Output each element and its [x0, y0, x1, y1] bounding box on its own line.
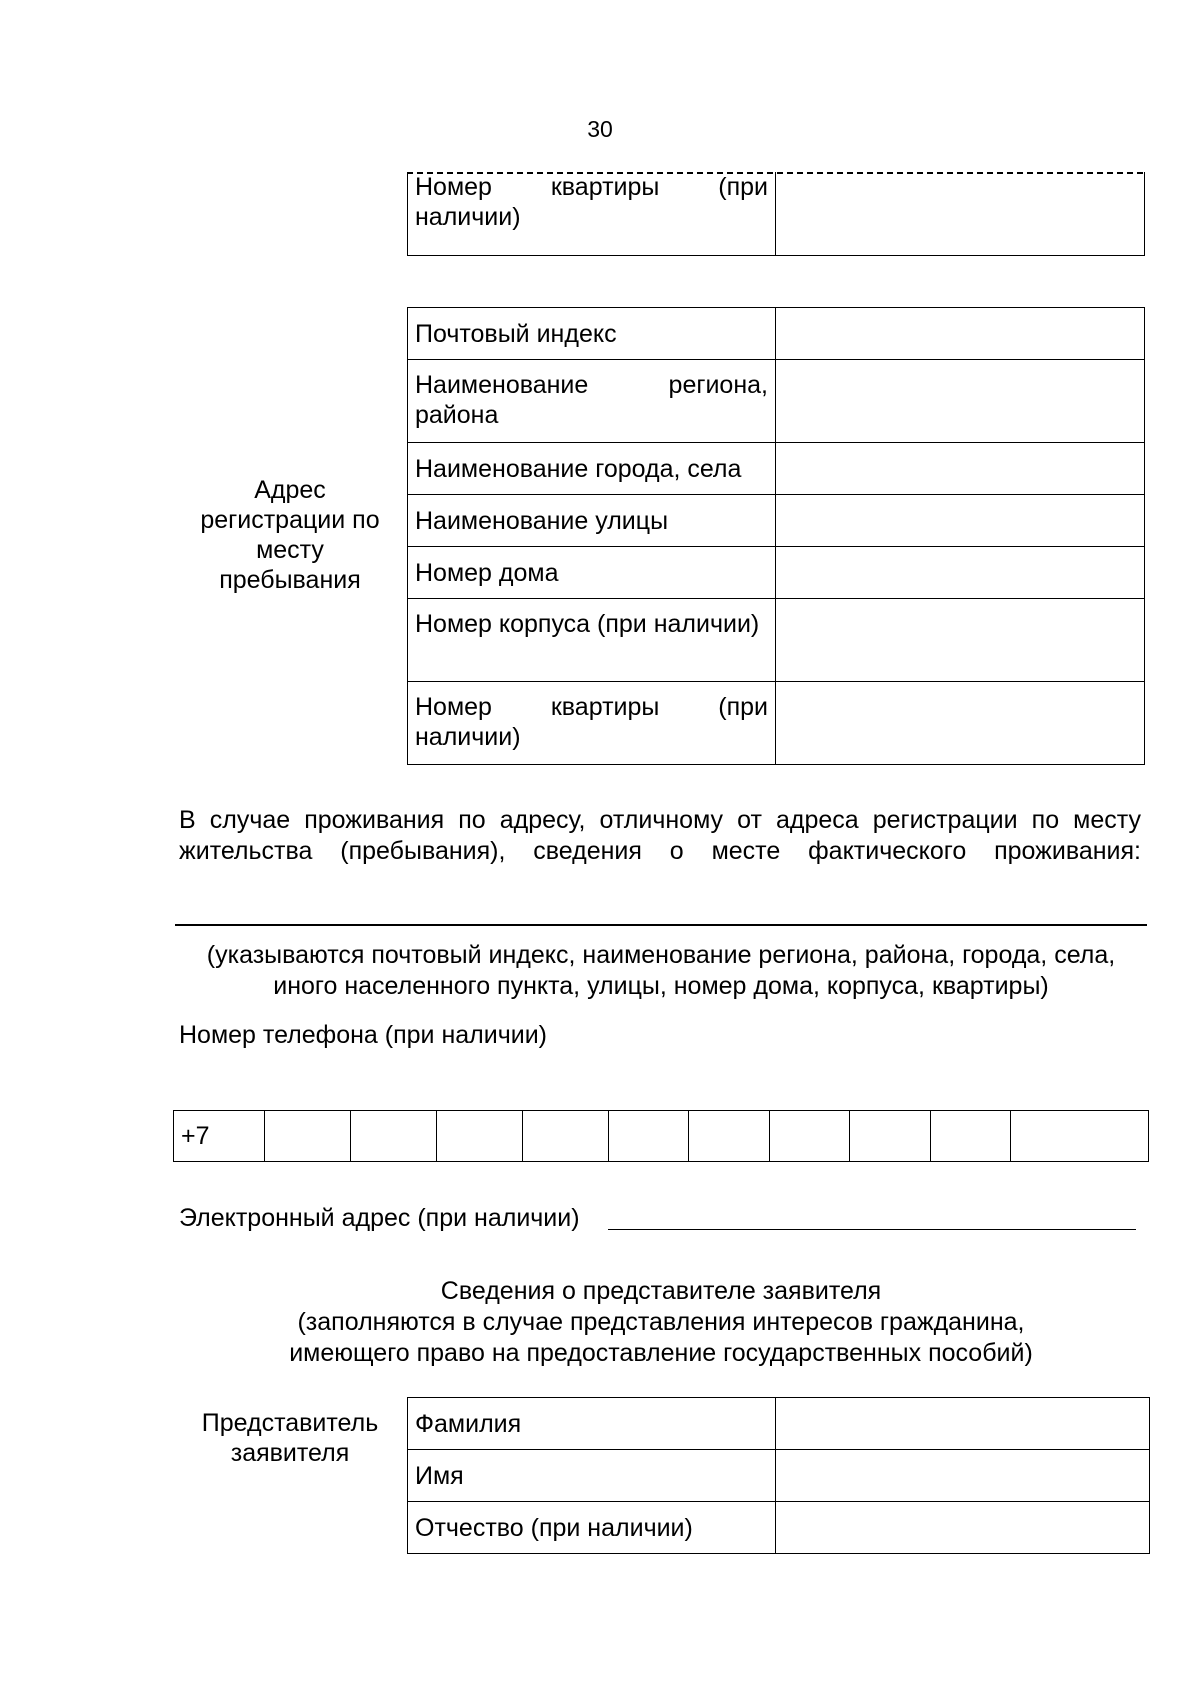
phone-digit-box[interactable] [850, 1111, 931, 1162]
actual-residence-input-line[interactable] [175, 924, 1147, 926]
table-row [408, 172, 1145, 255]
representative-label: Представитель заявителя [201, 1409, 379, 1467]
field-label: Номер квартиры (при наличии) [408, 172, 776, 255]
field-label: Почтовый индекс [408, 308, 776, 360]
actual-residence-hint: (указываются почтовый индекс, наименование региона, района, города, села, иного населенного пункта, улицы, номер дома, корпуса, квартиры) [206, 941, 1116, 1000]
registration-address-table [407, 307, 1145, 765]
surname-input[interactable] [776, 1398, 1150, 1450]
phone-label: Номер телефона (при наличии) [179, 1021, 547, 1049]
apartment-number-input[interactable] [776, 682, 1145, 765]
phone-digit-box[interactable] [931, 1111, 1011, 1162]
phone-digit-box[interactable] [770, 1111, 850, 1162]
house-number-input[interactable] [776, 547, 1145, 599]
email-input-line[interactable] [608, 1229, 1136, 1230]
phone-digit-box[interactable] [523, 1111, 609, 1162]
field-label: Фамилия [408, 1398, 776, 1450]
table-row [408, 1450, 1150, 1502]
representative-heading: Сведения о представителе заявителя [440, 1277, 882, 1305]
table-row [408, 599, 1145, 682]
representative-table [407, 1397, 1150, 1554]
patronymic-input[interactable] [776, 1502, 1150, 1554]
apartment-table-top [407, 172, 1145, 256]
actual-residence-text: В случае проживания по адресу, отличному от адреса регистрации по месту жительства (пребывания), сведения о месте фактического проживания: [179, 806, 1141, 865]
phone-boxes [173, 1110, 1149, 1162]
registration-address-label: Адрес регистрации по месту пребывания [200, 476, 380, 594]
field-label: Отчество (при наличии) [408, 1502, 776, 1554]
table-row [408, 682, 1145, 765]
field-label: Номер дома [408, 547, 776, 599]
table-row [408, 443, 1145, 495]
phone-prefix: +7 [174, 1111, 265, 1162]
table-row [408, 495, 1145, 547]
first-name-input[interactable] [776, 1450, 1150, 1502]
table-row [408, 360, 1145, 443]
street-input[interactable] [776, 495, 1145, 547]
phone-digit-box[interactable] [437, 1111, 523, 1162]
table-row [408, 1502, 1150, 1554]
phone-digit-box[interactable] [351, 1111, 437, 1162]
postal-code-input[interactable] [776, 308, 1145, 360]
field-label: Наименование региона, района [408, 360, 776, 443]
phone-row [174, 1111, 1149, 1162]
apartment-number-input[interactable] [776, 172, 1145, 255]
city-input[interactable] [776, 443, 1145, 495]
table-row [408, 308, 1145, 360]
field-label: Наименование улицы [408, 495, 776, 547]
phone-digit-box[interactable] [265, 1111, 351, 1162]
phone-digit-box[interactable] [1011, 1111, 1149, 1162]
phone-digit-box[interactable] [609, 1111, 689, 1162]
table-row [408, 1398, 1150, 1450]
email-label: Электронный адрес (при наличии) [179, 1204, 580, 1232]
representative-subheading: (заполняются в случае представления интересов гражданина, имеющего право на предоставление государственных пособий) [289, 1308, 1033, 1367]
field-label: Имя [408, 1450, 776, 1502]
phone-digit-box[interactable] [689, 1111, 770, 1162]
region-input[interactable] [776, 360, 1145, 443]
page-number: 30 [587, 116, 613, 142]
table-row [408, 547, 1145, 599]
field-label: Наименование города, села [408, 443, 776, 495]
building-number-input[interactable] [776, 599, 1145, 682]
field-label: Номер корпуса (при наличии) [408, 599, 776, 682]
field-label: Номер квартиры (при наличии) [408, 682, 776, 765]
